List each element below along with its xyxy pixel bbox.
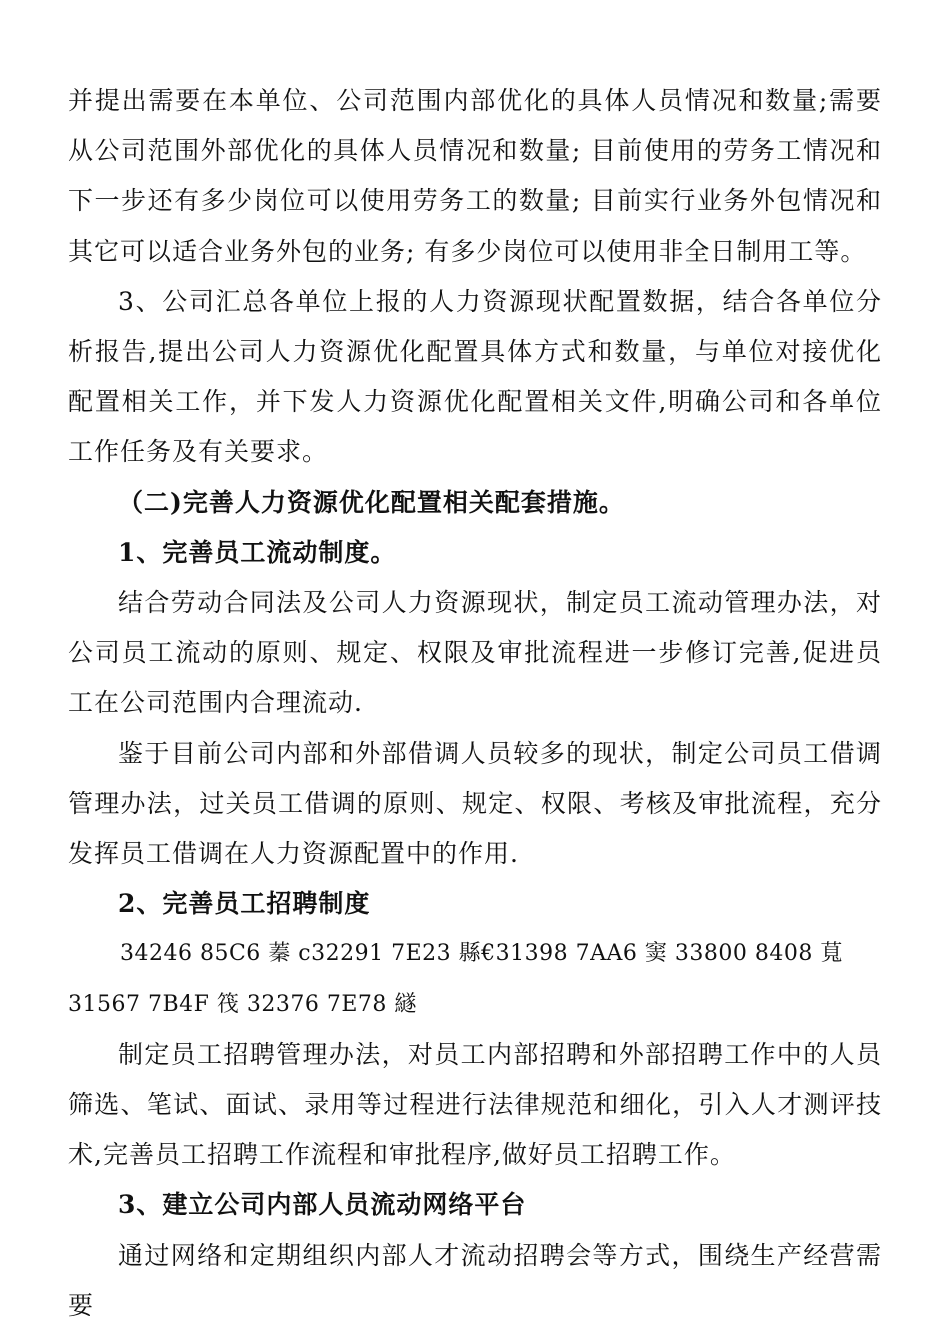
document-page bbox=[68, 76, 882, 1331]
subheading-employee-mobility: 1、完善员工流动制度。 bbox=[118, 537, 397, 567]
encoding-artifact-line-2: 31567 7B4F 筏 32376 7E78 繸 bbox=[68, 991, 417, 1017]
paragraph-item-3-summary: 3、公司汇总各单位上报的人力资源现状配置数据，结合各单位分析报告,提出公司人力资源优化配置具体方式和数量，与单位对接优化配置相关工作，并下发人力资源优化配置相关文件,明确公司和各单位工作任务及有关要求。 bbox=[68, 286, 882, 467]
paragraph-optimization-details: 并提出需要在本单位、公司范围内部优化的具体人员情况和数量;需要从公司范围外部优化的具体人员情况和数量; 目前使用的劳务工情况和下一步还有多少岗位可以使用劳务工的数量; 目前实行业务外包情况和其它可以适合业务外包的业务; 有多少岗位可以使用非全日制用工等。 bbox=[68, 86, 882, 266]
subheading-internal-network-platform: 3、建立公司内部人员流动网络平台 bbox=[118, 1190, 527, 1220]
paragraph-recruitment-policy: 制定员工招聘管理办法，对员工内部招聘和外部招聘工作中的人员筛选、笔试、面试、录用等过程进行法律规范和细化，引入人才测评技术,完善员工招聘工作流程和审批程序,做好员工招聘工作。 bbox=[68, 1039, 882, 1170]
paragraph-secondment-policy: 鉴于目前公司内部和外部借调人员较多的现状，制定公司员工借调管理办法，过关员工借调的原则、规定、权限、考核及审批流程，充分发挥员工借调在人力资源配置中的作用. bbox=[68, 738, 882, 869]
paragraph-mobility-policy: 结合劳动合同法及公司人力资源现状，制定员工流动管理办法，对公司员工流动的原则、规定、权限及审批流程进一步修订完善,促进员工在公司范围内合理流动. bbox=[68, 588, 882, 718]
subheading-recruitment-system: 2、完善员工招聘制度 bbox=[118, 889, 371, 919]
paragraph-network-platform: 通过网络和定期组织内部人才流动招聘会等方式，围绕生产经营需要 bbox=[68, 1240, 882, 1320]
encoding-artifact-line-1: 34246 85C6 蓁 c32291 7E23 縣€31398 7AA6 窦 33800 8408 萈 bbox=[120, 941, 843, 967]
section-heading-supporting-measures: （二)完善人力资源优化配置相关配套措施。 bbox=[118, 487, 625, 517]
